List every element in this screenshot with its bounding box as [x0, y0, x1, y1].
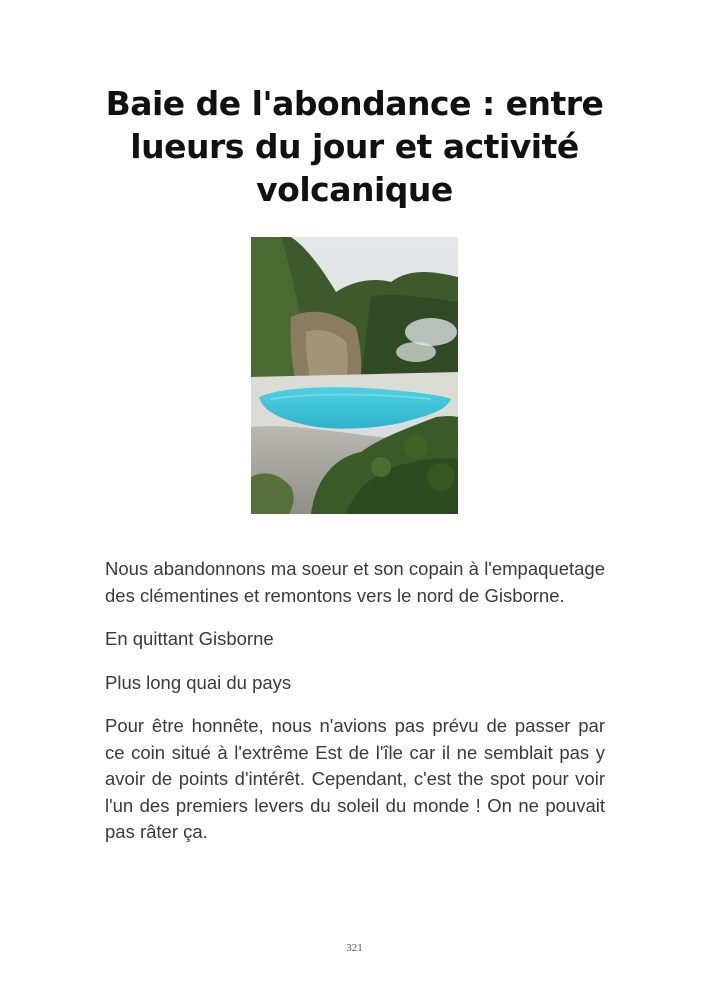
paragraph: Pour être honnête, nous n'avions pas prévu de passer par ce coin situé à l'extrême Est de l'île car il ne semblait pas y avoir de points d'intérêt. Cependant, c'est the spot pour voir l'un des premiers levers du soleil du monde ! On ne pouvait pas râter ça.	[105, 715, 605, 842]
paragraph: En quittant Gisborne	[105, 628, 274, 649]
paragraph: Plus long quai du pays	[105, 671, 292, 693]
body-text	[105, 556, 605, 863]
volcanic-crater-lake-photo	[251, 237, 458, 514]
paragraph: Nous abandonnons ma soeur et son copain à l'empaquetage des clémentines et remontons vers le nord de Gisborne.	[105, 558, 605, 606]
page-title: Baie de l'abondance : entre lueurs du jour et activité volcanique	[105, 84, 604, 209]
page-number: 321	[346, 942, 363, 954]
